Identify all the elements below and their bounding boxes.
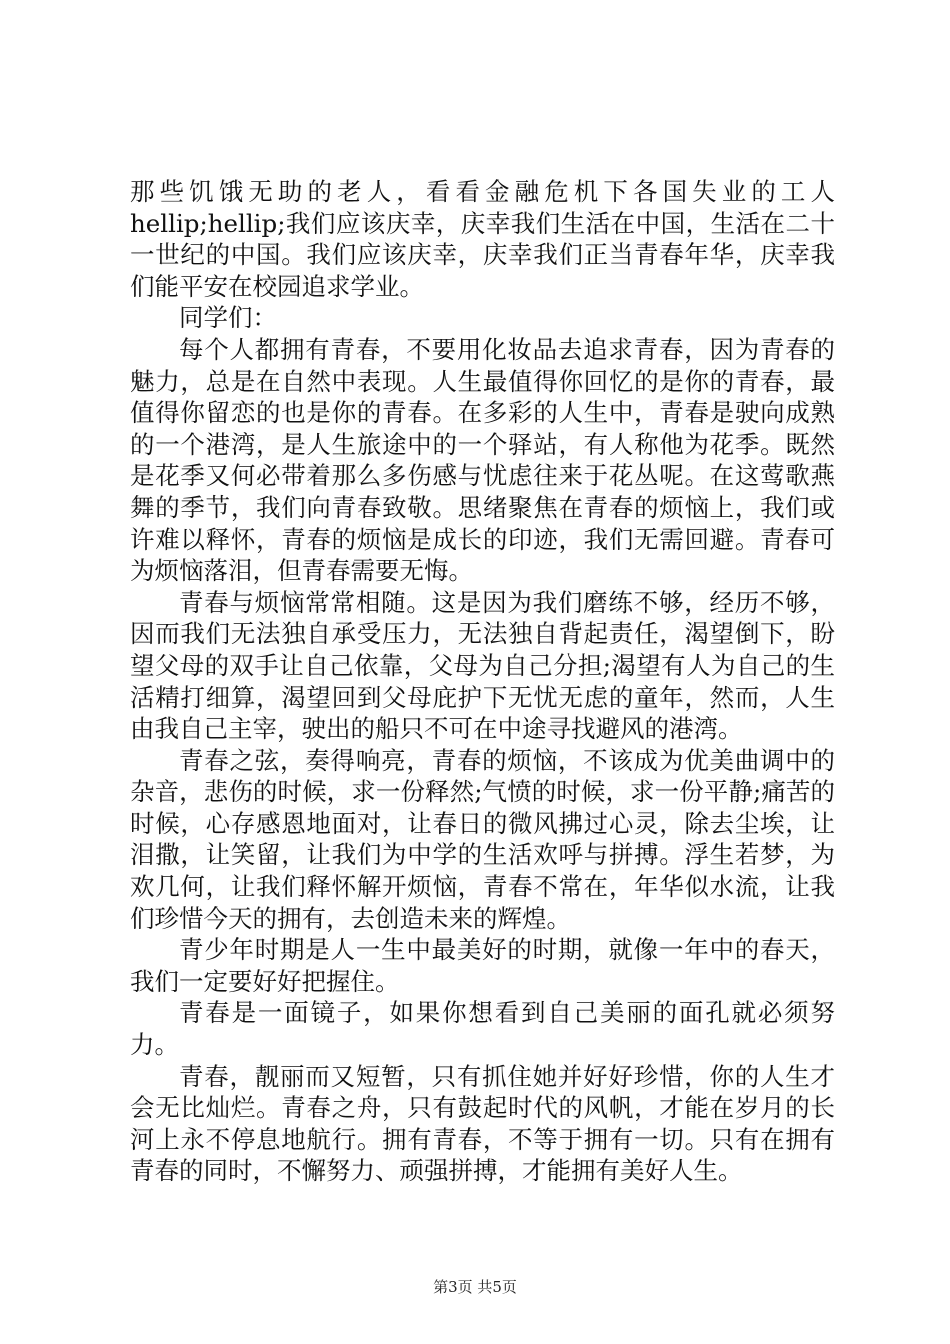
document-body bbox=[130, 176, 835, 1187]
paragraph-continued: 那些饥饿无助的老人，看看金融危机下各国失业的工人hellip;hellip;我们应该庆幸，庆幸我们生活在中国，生活在二十一世纪的中国。我们应该庆幸，庆幸我们正当青春年华，庆幸我们能平安在校园追求学业。 bbox=[130, 177, 835, 301]
paragraph: 青春是一面镜子，如果你想看到自己美丽的面孔就必须努力。 bbox=[130, 998, 835, 1060]
paragraph: 每个人都拥有青春，不要用化妆品去追求青春，因为青春的魅力，总是在自然中表现。人生最值得你回忆的是你的青春，最值得你留恋的也是你的青春。在多彩的人生中，青春是驶向成熟的一个港湾，是人生旅途中的一个驿站，有人称他为花季。既然是花季又何必带着那么多伤感与忧虑往来于花丛呢。在这莺歌燕舞的季节，我们向青春致敬。思绪聚焦在青春的烦恼上，我们或许难以释怀，青春的烦恼是成长的印迹，我们无需回避。青春可为烦恼落泪，但青春需要无悔。 bbox=[130, 334, 835, 586]
page-number-footer: 第3页 共5页 bbox=[433, 1278, 517, 1296]
paragraph: 青春之弦，奏得响亮，青春的烦恼，不该成为优美曲调中的杂音，悲伤的时候，求一份释然;气愤的时候，求一份平静;痛苦的时候，心存感恩地面对，让春日的微风拂过心灵，除去尘埃，让泪撒，让笑留，让我们为中学的生活欢呼与拼搏。浮生若梦，为欢几何，让我们释怀解开烦恼，青春不常在，年华似水流，让我们珍惜今天的拥有，去创造未来的辉煌。 bbox=[130, 745, 835, 933]
paragraph-salutation: 同学们： bbox=[179, 303, 277, 333]
paragraph: 青春与烦恼常常相随。这是因为我们磨练不够，经历不够，因而我们无法独自承受压力，无法独自背起责任，渴望倒下，盼望父母的双手让自己依靠，父母为自己分担;渴望有人为自己的生活精打细算，渴望回到父母庇护下无忧无虑的童年，然而，人生由我自己主宰，驶出的船只不可在中途寻找避风的港湾。 bbox=[130, 587, 835, 744]
paragraph: 青春，靓丽而又短暂，只有抓住她并好好珍惜，你的人生才会无比灿烂。青春之舟，只有鼓起时代的风帆，才能在岁月的长河上永不停息地航行。拥有青春，不等于拥有一切。只有在拥有青春的同时，不懈努力、顽强拼搏，才能拥有美好人生。 bbox=[130, 1061, 835, 1186]
paragraph: 青少年时期是人一生中最美好的时期，就像一年中的春天，我们一定要好好把握住。 bbox=[130, 935, 835, 996]
